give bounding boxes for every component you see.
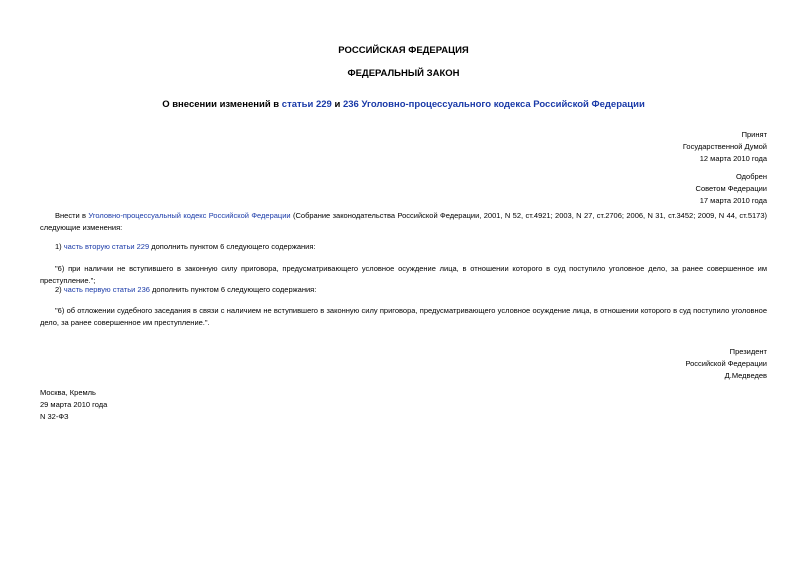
intro-paragraph: [40, 210, 767, 234]
title-link-article-236[interactable]: 236: [342, 99, 359, 110]
item-2-paragraph: [40, 284, 767, 296]
item-2-link[interactable]: часть первую статьи 236: [63, 285, 150, 294]
approved-line-2: Советом Федерации: [695, 184, 767, 193]
intro-prefix: Внести в: [55, 211, 89, 220]
quote-1-paragraph: "6) при наличии не вступившего в законную силу приговора, предусматривающего условное осуждение лица, в отношении которого в суд поступило уголовное дело, за ранее совершенное им преступление.";: [40, 264, 767, 285]
title-link-code[interactable]: Уголовно-процессуального кодекса Российской Федерации: [358, 99, 645, 110]
adopted-line-1: Принят: [741, 130, 767, 139]
signature-line-3: Д.Медведев: [724, 371, 767, 380]
country-heading: РОССИЙСКАЯ ФЕДЕРАЦИЯ: [338, 45, 469, 56]
approved-line-1: Одобрен: [736, 172, 767, 181]
quote-2-paragraph: "6) об отложении судебного заседания в связи с наличием не вступившего в законную силу приговора, предусматривающего условное осуждение лица, в отношении которого в суд поступило уголовное дело, за ранее совершенное им преступление.".: [40, 306, 767, 327]
item-1-paragraph: [40, 241, 767, 253]
adopted-line-3: 12 марта 2010 года: [699, 154, 767, 163]
place-line: Москва, Кремль: [40, 388, 96, 397]
intro-code-link[interactable]: Уголовно-процессуальный кодекс Российской Федерации: [88, 211, 291, 220]
approved-block: [696, 171, 767, 207]
signature-line-2: Российской Федерации: [685, 359, 767, 368]
adopted-line-2: Государственной Думой: [682, 142, 767, 151]
item-1-prefix: 1): [55, 242, 64, 251]
item-2-rest: дополнить пунктом 6 следующего содержания:: [149, 285, 317, 294]
date-line: 29 марта 2010 года: [40, 400, 108, 409]
adopted-block: [683, 129, 767, 165]
signature-line-1: Президент: [729, 347, 767, 356]
title-link-article-229[interactable]: статьи 229: [281, 99, 332, 110]
signature-block: [685, 346, 767, 382]
law-title: [0, 99, 807, 110]
intro-rest: (Собрание законодательства Российской Федерации, 2001, N 52, ст.4921; 2003, N 27, ст.2706; 2006, N 31, ст.3452; 2009, N 44, ст.5173) следующие изменения:: [40, 211, 767, 232]
law-number-line: N 32-ФЗ: [40, 412, 69, 421]
place-date-block: [40, 387, 107, 423]
doc-type-heading: ФЕДЕРАЛЬНЫЙ ЗАКОН: [347, 68, 460, 79]
item-1-link[interactable]: часть вторую статьи 229: [63, 242, 150, 251]
title-mid: и: [331, 99, 343, 110]
item-2-prefix: 2): [55, 285, 64, 294]
item-1-rest: дополнить пунктом 6 следующего содержания:: [149, 242, 316, 251]
title-prefix: О внесении изменений в: [162, 99, 282, 110]
approved-line-3: 17 марта 2010 года: [699, 196, 767, 205]
